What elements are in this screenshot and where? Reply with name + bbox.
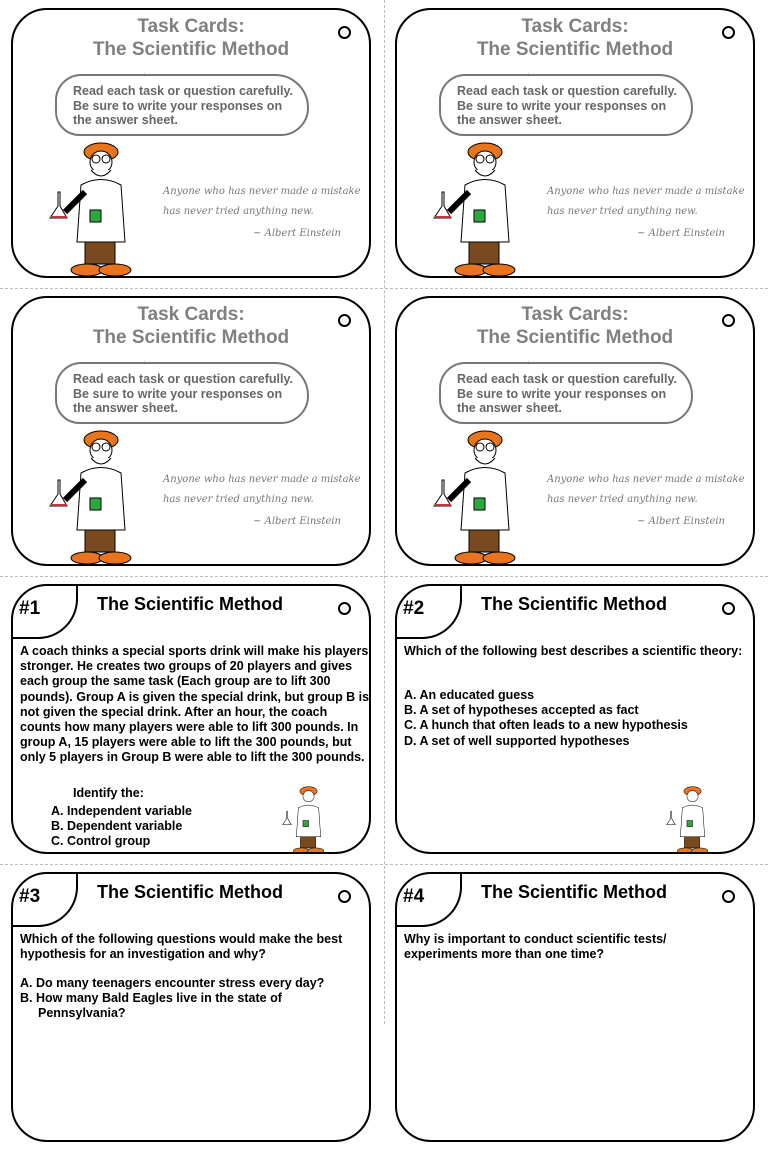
quote-author: ~ Albert Einstein: [253, 516, 341, 527]
task-card-cell: [0, 576, 384, 864]
cover-title: Task Cards: The Scientific Method: [92, 16, 290, 60]
answer-option: C. A hunch that often leads to a new hypothesis: [404, 718, 688, 733]
quote-author: ~ Albert Einstein: [637, 228, 725, 239]
task-card-cell: [0, 864, 384, 1152]
quote: Anyone who has never made a mistake has never tried anything new.: [163, 474, 361, 505]
answer-option: A. An educated guess: [404, 688, 535, 702]
quote-author: ~ Albert Einstein: [253, 228, 341, 239]
task-card-3: [11, 872, 371, 1142]
cover-card: [395, 296, 755, 566]
card-title: The Scientific Method: [481, 594, 668, 614]
quote: Anyone who has never made a mistake has never tried anything new.: [547, 186, 745, 217]
cover-card: [11, 8, 371, 278]
task-card-4: [395, 872, 755, 1142]
cover-card: [395, 8, 755, 278]
card-question: Which of the following questions would make the best hypothesis for an investigation and why?: [20, 932, 343, 962]
answer-option: A. Independent variable: [51, 804, 193, 818]
scientist-illustration: [427, 130, 537, 278]
quote-author: ~ Albert Einstein: [637, 516, 725, 527]
answer-options: [404, 688, 754, 749]
answer-option: C. Control group: [51, 834, 151, 849]
card-number-tab: [395, 872, 462, 927]
card-question: A coach thinks a special sports drink will make his players stronger. He creates two groups of 20 players and gives each group the same task (Each group are to lift 300 pounds). Group A is given the special drink, but group B is not given the special drink. After an hour, the coach counts how many players were able to lift 300 pounds. In group A, 15 players were able to lift the 300 pounds, but only 5 players in Group B were able to lift the 300 pounds.: [20, 644, 370, 765]
answer-options: [20, 976, 370, 1022]
quote: Anyone who has never made a mistake has never tried anything new.: [163, 186, 361, 217]
card-question: Why is important to conduct scientific tests/ experiments more than one time?: [404, 932, 667, 962]
speech-bubble: Read each task or question carefully. Be sure to write your responses on the answer sheet.: [55, 74, 309, 136]
card-number: #1: [19, 598, 41, 619]
punch-hole-icon: [338, 890, 351, 903]
cover-card-cell: [384, 0, 768, 288]
task-card-1: [11, 584, 371, 854]
scientist-illustration: [43, 418, 153, 566]
scientist-illustration: [43, 130, 153, 278]
scientist-illustration: [279, 780, 335, 854]
cover-card-cell: [0, 288, 384, 576]
card-title: The Scientific Method: [481, 882, 668, 902]
answer-option: B. How many Bald Eagles live in the state of Pennsylvania?: [20, 991, 282, 1021]
card-question: Which of the following best describes a scientific theory:: [404, 644, 743, 658]
card-title: The Scientific Method: [97, 594, 284, 614]
speech-bubble: Read each task or question carefully. Be sure to write your responses on the answer sheet.: [439, 362, 693, 424]
cover-title: Task Cards: The Scientific Method: [476, 16, 674, 60]
punch-hole-icon: [722, 602, 735, 615]
answer-option: A. Do many teenagers encounter stress every day?: [20, 976, 325, 990]
punch-hole-icon: [722, 890, 735, 903]
card-number: #4: [403, 886, 425, 907]
card-prompt: Identify the:: [73, 786, 144, 800]
cover-card-cell: [0, 0, 384, 288]
card-number: #2: [403, 598, 425, 619]
answer-option: D. A set of well supported hypotheses: [404, 733, 630, 748]
card-number-tab: [11, 584, 78, 639]
cover-title: Task Cards: The Scientific Method: [476, 304, 674, 348]
task-card-cell: [384, 864, 768, 1152]
card-number-tab: [395, 584, 462, 639]
answer-options: [51, 804, 271, 850]
scientist-illustration: [663, 780, 719, 854]
cover-card: [11, 296, 371, 566]
task-card-2: [395, 584, 755, 854]
quote: Anyone who has never made a mistake has never tried anything new.: [547, 474, 745, 505]
scientist-illustration: [427, 418, 537, 566]
answer-option: B. A set of hypotheses accepted as fact: [404, 703, 639, 718]
speech-bubble: Read each task or question carefully. Be sure to write your responses on the answer sheet.: [439, 74, 693, 136]
card-number: #3: [19, 886, 41, 907]
answer-option: B. Dependent variable: [51, 819, 183, 834]
speech-bubble: Read each task or question carefully. Be sure to write your responses on the answer sheet.: [55, 362, 309, 424]
card-number-tab: [11, 872, 78, 927]
card-title: The Scientific Method: [97, 882, 284, 902]
punch-hole-icon: [338, 602, 351, 615]
cover-title: Task Cards: The Scientific Method: [92, 304, 290, 348]
task-card-cell: [384, 576, 768, 864]
cover-card-cell: [384, 288, 768, 576]
